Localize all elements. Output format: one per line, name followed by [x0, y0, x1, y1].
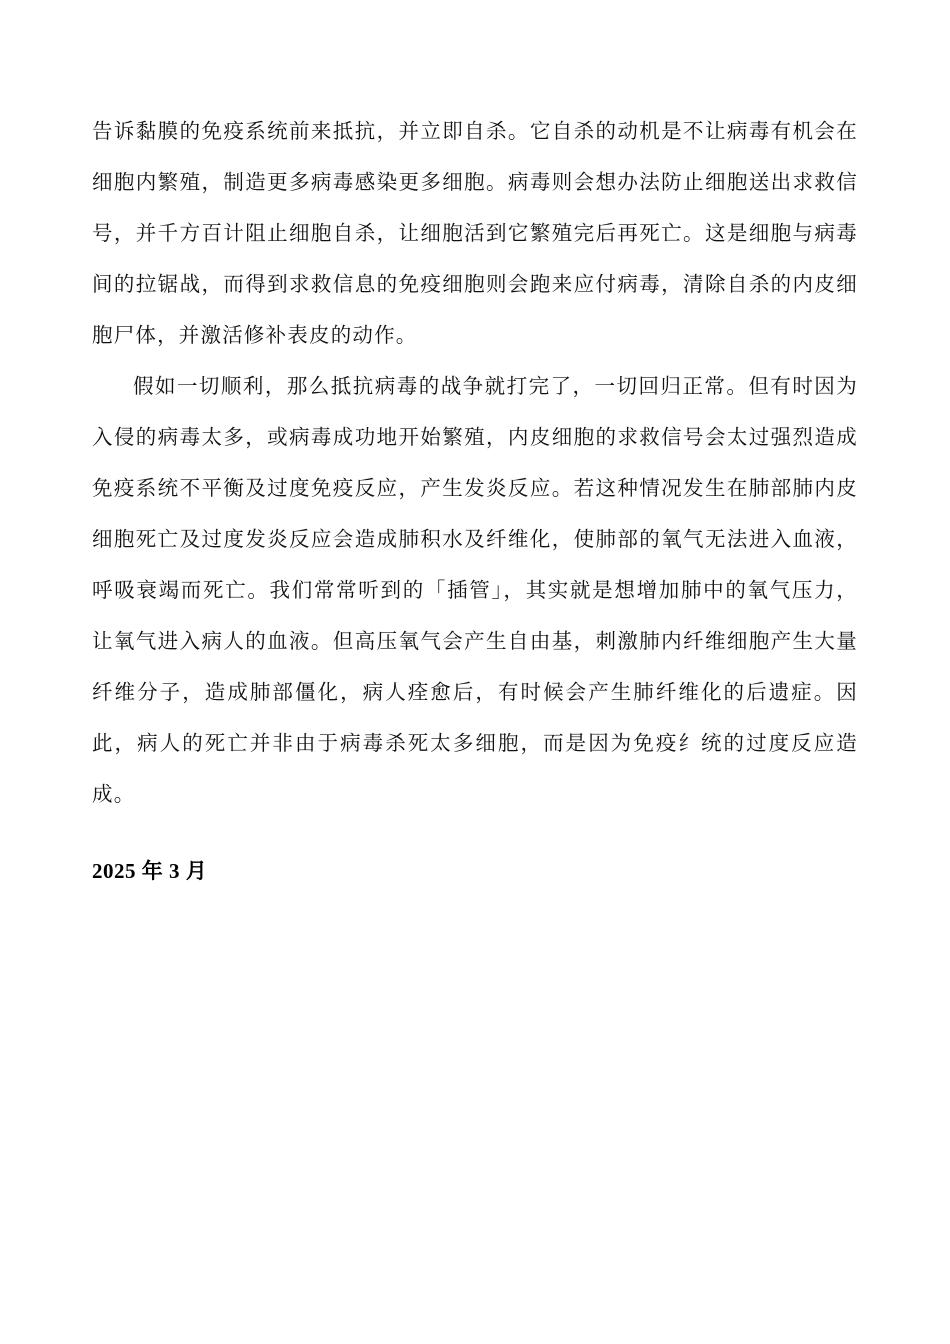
paragraph-continuation: 告诉黏膜的免疫系统前来抵抗，并立即自杀。它自杀的动机是不让病毒有机会在细胞内繁殖，制造更多病毒感染更多细胞。病毒则会想办法防止细胞送出求救信号，并千方百计阻止细胞自杀，让细胞活到它繁殖完后再死亡。这是细胞与病毒间的拉锯战，而得到求救信息的免疫细胞则会跑来应付病毒，清除自杀的内皮细胞尸体，并激活修补表皮的动作。 — [92, 119, 858, 347]
document-date: 2025 年 3 月 — [92, 859, 208, 883]
paragraph-immune-overreaction: 假如一切顺利，那么抵抗病毒的战争就打完了，一切回归正常。但有时因为入侵的病毒太多，或病毒成功地开始繁殖，内皮细胞的求救信号会太过强烈造成免疫系统不平衡及过度免疫反应，产生发炎反应。若这种情况发生在肺部肺内皮细胞死亡及过度发炎反应会造成肺积水及纤维化，使肺部的氧气无法进入血液，呼吸衰竭而死亡。我们常常听到的「插管」，其实就是想增加肺中的氧气压力，让氧气进入病人的血液。但高压氧气会产生自由基，刺激肺内纤维细胞产生大量纤维分子，造成肺部僵化，病人痊愈后，有时候会产生肺纤维化的后遗症。因此，病人的死亡并非由于病毒杀死太多细胞，而是因为免疫纟统的过度反应造成。 — [92, 374, 858, 806]
document-body — [92, 106, 858, 820]
